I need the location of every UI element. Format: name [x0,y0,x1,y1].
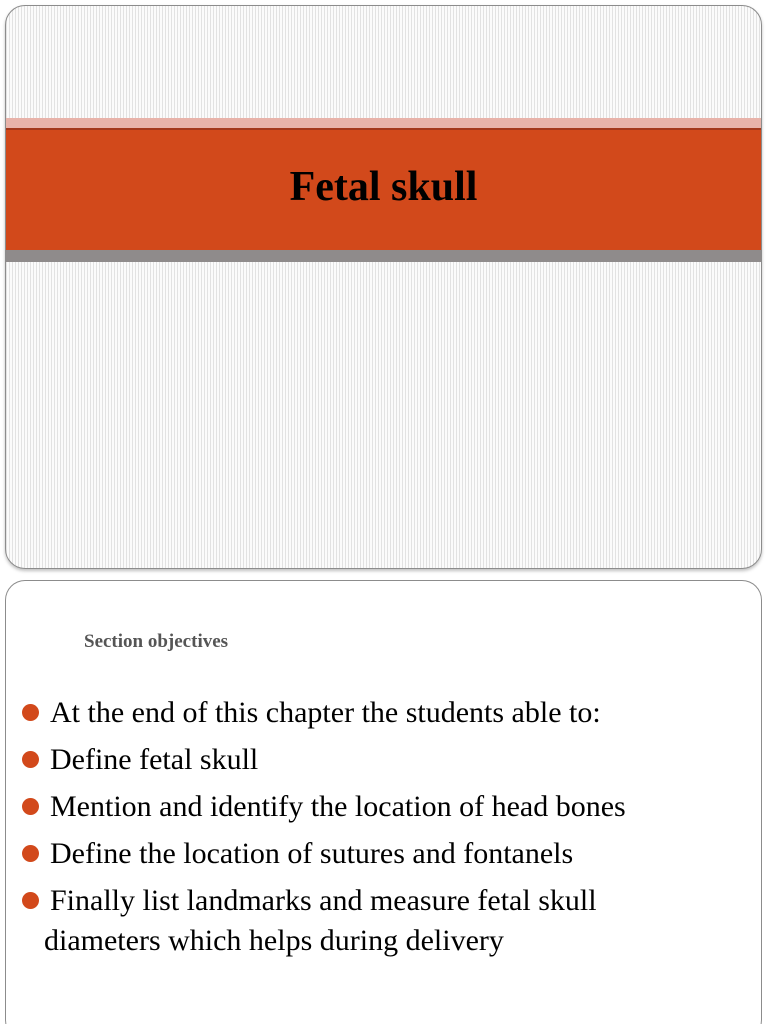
list-item-continuation: diameters which helps during delivery [44,924,504,957]
objectives-list [6,693,746,968]
bullet-dot-icon [22,751,39,768]
objectives-slide [5,580,762,1024]
list-item-text: Define fetal skull [50,743,259,776]
title-band [6,130,761,250]
section-heading: Section objectives [84,631,229,652]
title-band-bottom-stripe [6,250,761,262]
list-item [6,834,746,874]
list-item [6,881,746,961]
list-item [6,693,746,733]
list-item-text: At the end of this chapter the students able to: [50,696,601,729]
list-item [6,787,746,827]
list-item-text: Define the location of sutures and fontanels [50,837,574,870]
slide-title: Fetal skull [289,164,478,210]
bullet-dot-icon [22,892,39,909]
list-item-text: Mention and identify the location of head bones [50,790,626,823]
title-band-top-stripe [6,118,761,128]
title-slide [5,5,762,569]
list-item-text: Finally list landmarks and measure fetal skull [50,884,597,917]
bullet-dot-icon [22,845,39,862]
list-item [6,740,746,780]
bullet-dot-icon [22,704,39,721]
bullet-dot-icon [22,798,39,815]
